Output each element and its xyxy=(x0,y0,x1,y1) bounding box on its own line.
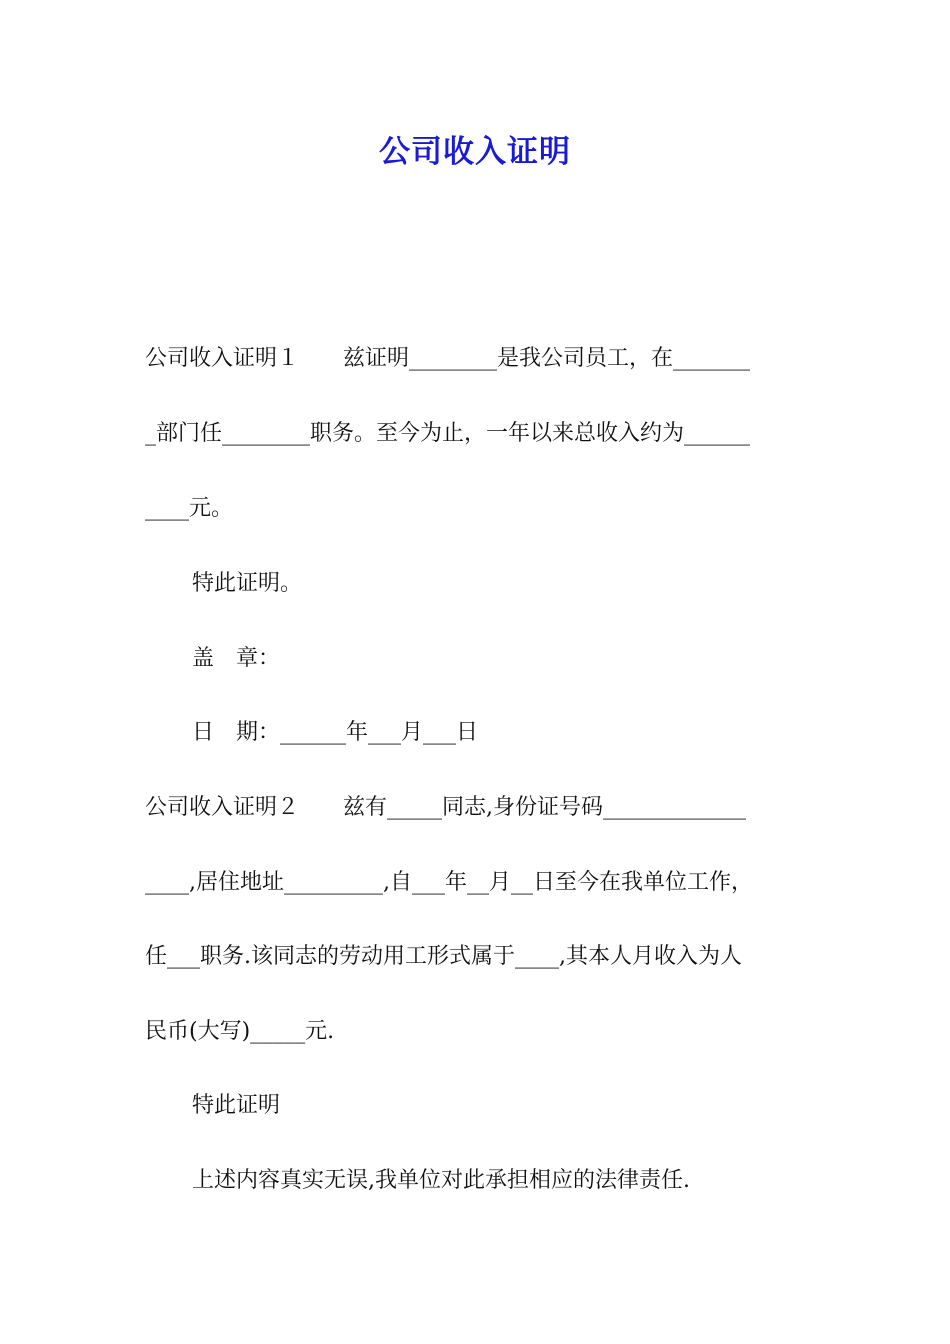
certify-line-2: 特此证明 xyxy=(192,1093,281,1118)
paragraph-line-6: 任___职务.该同志的劳动用工形式属于____,其本人月收入为人 xyxy=(145,944,742,969)
paragraph-line-2: _部门任________职务。至今为止，一年以来总收入约为______ xyxy=(145,421,751,446)
seal-line: 盖 章： xyxy=(192,646,281,671)
paragraph-line-7: 民币(大写)_____元. xyxy=(145,1019,335,1044)
paragraph-line-4: 公司收入证明２ 兹有_____同志,身份证号码_____________ xyxy=(145,795,746,820)
document-title: 公司收入证明 xyxy=(379,134,571,170)
paragraph-line-1: 公司收入证明１ 兹证明________是我公司员工，在_______ xyxy=(145,346,751,371)
date-line: 日 期：______年___月___日 xyxy=(192,720,479,745)
certify-line-1: 特此证明。 xyxy=(192,571,303,596)
paragraph-line-3: ____元。 xyxy=(145,496,234,521)
paragraph-line-5: ____,居住地址_________,自___年__月__日至今在我单位工作， xyxy=(145,870,753,895)
liability-line: 上述内容真实无误,我单位对此承担相应的法律责任. xyxy=(192,1168,690,1193)
